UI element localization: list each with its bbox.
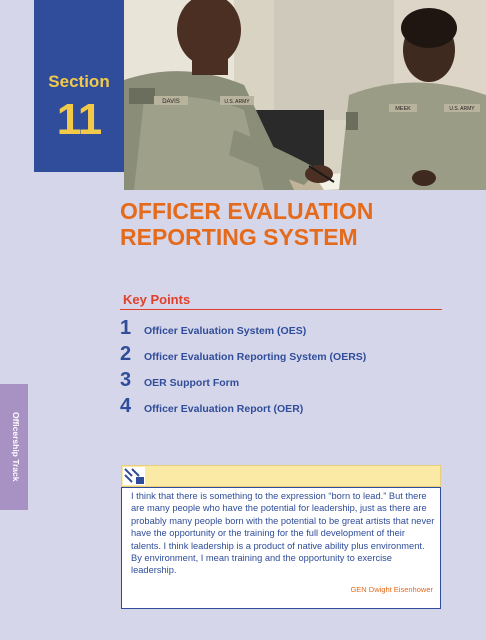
name-tag-right: MEEK (395, 106, 411, 112)
key-point-label: Officer Evaluation Reporting System (OERS) (144, 351, 367, 363)
page-title-line-2: REPORTING SYSTEM (120, 224, 358, 250)
key-point-label: Officer Evaluation System (OES) (144, 325, 307, 337)
name-tag-left: DAVIS (162, 99, 180, 105)
list-item (120, 394, 450, 420)
key-point-number: 1 (120, 317, 132, 339)
list-item (120, 368, 450, 394)
key-point-number: 3 (120, 369, 132, 391)
page-title (120, 198, 460, 250)
quote-mark-icon (122, 466, 146, 486)
key-point-label: Officer Evaluation Report (OER) (144, 403, 304, 415)
side-tab-label: Officership Track (11, 412, 21, 482)
quote-attribution: GEN Dwight Eisenhower (350, 585, 433, 594)
key-points-list (120, 316, 450, 420)
quote-header-bar (121, 465, 441, 487)
quote-text: I think that there is something to the expression “born to lead.” But there are many people who have the potential for leadership, just as there are probably many people born with the potential to be great artists that never have the opportunity or the training for the full development of their talents. I think leadership is a product of native ability plus environment. By environment, I mean training and the opportunity to exercise leadership. (131, 491, 435, 576)
soldiers-photo (124, 0, 486, 190)
key-points-divider (120, 309, 442, 310)
key-point-label: OER Support Form (144, 377, 240, 389)
tape-right: U.S. ARMY (449, 106, 475, 112)
section-label: Section (48, 72, 110, 91)
list-item (120, 316, 450, 342)
key-point-number: 2 (120, 343, 132, 365)
list-item (120, 342, 450, 368)
page-title-line-1: OFFICER EVALUATION (120, 198, 374, 224)
key-point-number: 4 (120, 395, 132, 417)
section-number: 11 (56, 95, 102, 144)
tape-left: U.S. ARMY (224, 99, 250, 105)
key-points-heading: Key Points (123, 292, 191, 307)
